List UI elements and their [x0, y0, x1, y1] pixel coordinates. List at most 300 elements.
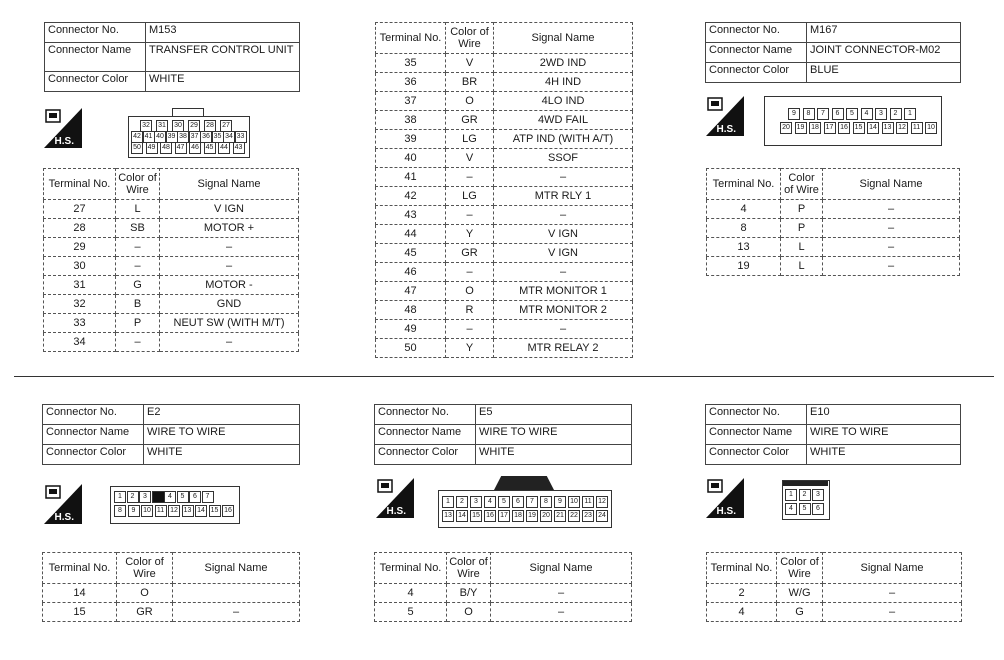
- connector-pin: 50: [131, 142, 143, 154]
- table-row: [376, 263, 633, 282]
- connector-e2-face: [110, 486, 240, 524]
- wire-color-cell: G: [116, 276, 160, 295]
- terminal-no-cell: 15: [43, 603, 117, 622]
- header-terminal: Terminal No.: [707, 169, 781, 200]
- svg-text:H.S.: H.S.: [716, 124, 736, 135]
- connector-pin: 13: [442, 510, 454, 522]
- connector-color-value: BLUE: [807, 63, 961, 83]
- connector-pin: 20: [780, 122, 792, 134]
- connector-color-label: Connector Color: [706, 63, 807, 83]
- table-row: [707, 603, 962, 622]
- connector-m153-face: [128, 108, 250, 156]
- table-row: [707, 584, 962, 603]
- header-terminal: Terminal No.: [375, 553, 447, 584]
- terminal-no-cell: 34: [44, 333, 116, 352]
- connector-pin: 12: [596, 496, 608, 508]
- signal-name-cell: –: [823, 603, 962, 622]
- wire-color-cell: –: [446, 263, 494, 282]
- header-terminal: Terminal No.: [707, 553, 777, 584]
- terminal-no-cell: 47: [376, 282, 446, 301]
- connector-pin: 5: [177, 491, 189, 503]
- table-row: [44, 276, 299, 295]
- connector-pin: 45: [204, 142, 216, 154]
- connector-no-value: E10: [807, 405, 961, 425]
- connector-pin: 6: [812, 503, 824, 515]
- signal-name-cell: MOTOR -: [160, 276, 299, 295]
- connector-no-value: M167: [807, 23, 961, 43]
- table-row: [376, 301, 633, 320]
- connector-pin: 3: [139, 491, 151, 503]
- connector-pin: 1: [785, 489, 797, 501]
- header-color: Color of Wire: [446, 23, 494, 54]
- connector-pin: 39: [166, 131, 178, 143]
- header-signal: Signal Name: [173, 553, 300, 584]
- header-color: Color of Wire: [117, 553, 173, 584]
- connector-pin: 37: [189, 131, 201, 143]
- m153-terminal-table-continued: [375, 22, 633, 358]
- table-row: [376, 320, 633, 339]
- connector-name-value: TRANSFER CONTROL UNIT: [146, 43, 300, 72]
- signal-name-cell: –: [173, 603, 300, 622]
- table-row: [376, 73, 633, 92]
- hs-badge-label: H.S.: [54, 136, 74, 147]
- connector-pin: 43: [233, 142, 245, 154]
- table-row: [707, 238, 960, 257]
- table-row: [707, 257, 960, 276]
- connector-pin: 13: [882, 122, 894, 134]
- signal-name-cell: MTR MONITOR 1: [494, 282, 633, 301]
- connector-name-value: WIRE TO WIRE: [144, 425, 300, 445]
- connector-color-label: Connector Color: [706, 445, 807, 465]
- connector-pin: 46: [189, 142, 201, 154]
- connector-pin: 17: [824, 122, 836, 134]
- signal-name-cell: 2WD IND: [494, 54, 633, 73]
- wire-color-cell: GR: [446, 111, 494, 130]
- signal-name-cell: –: [160, 257, 299, 276]
- connector-pin: 41: [143, 131, 155, 143]
- connector-no-label: Connector No.: [706, 405, 807, 425]
- connector-pin: 19: [526, 510, 538, 522]
- connector-pin: 4: [164, 491, 176, 503]
- signal-name-cell: –: [494, 168, 633, 187]
- connector-pin: 9: [128, 505, 140, 517]
- signal-name-cell: V IGN: [494, 225, 633, 244]
- connector-pin: 15: [209, 505, 221, 517]
- connector-pin: 9: [788, 108, 800, 120]
- connector-color-value: WHITE: [146, 72, 300, 92]
- terminal-no-cell: 35: [376, 54, 446, 73]
- terminal-no-cell: 50: [376, 339, 446, 358]
- terminal-no-cell: 39: [376, 130, 446, 149]
- connector-pin: 6: [189, 491, 201, 503]
- connector-pin: 10: [141, 505, 153, 517]
- table-row: [44, 314, 299, 333]
- terminal-no-cell: 5: [375, 603, 447, 622]
- connector-e5-face: [438, 476, 612, 528]
- table-row: [44, 257, 299, 276]
- wire-color-cell: O: [446, 282, 494, 301]
- connector-color-value: WHITE: [476, 445, 632, 465]
- table-row: [376, 187, 633, 206]
- connector-pin: 24: [596, 510, 608, 522]
- header-color: Color of Wire: [781, 169, 823, 200]
- connector-m167-face: [764, 96, 942, 146]
- terminal-no-cell: 45: [376, 244, 446, 263]
- connector-pin: 19: [795, 122, 807, 134]
- connector-pin: 12: [168, 505, 180, 517]
- connector-pin: 40: [154, 131, 166, 143]
- wire-color-cell: O: [117, 584, 173, 603]
- connector-pin: 7: [817, 108, 829, 120]
- connector-pin: 4: [785, 503, 797, 515]
- connector-no-value: E5: [476, 405, 632, 425]
- wire-color-cell: V: [446, 54, 494, 73]
- connector-pin: 1: [904, 108, 916, 120]
- terminal-no-cell: 32: [44, 295, 116, 314]
- connector-pin: 15: [853, 122, 865, 134]
- table-row: [376, 206, 633, 225]
- terminal-no-cell: 48: [376, 301, 446, 320]
- table-row: [376, 111, 633, 130]
- connector-m167-info: [705, 22, 961, 83]
- terminal-no-cell: 29: [44, 238, 116, 257]
- wire-color-cell: W/G: [777, 584, 823, 603]
- connector-pin: 49: [146, 142, 158, 154]
- signal-name-cell: MTR RELAY 2: [494, 339, 633, 358]
- connector-color-label: Connector Color: [375, 445, 476, 465]
- wire-color-cell: GR: [446, 244, 494, 263]
- connector-pin: 14: [867, 122, 879, 134]
- wire-color-cell: O: [447, 603, 491, 622]
- terminal-no-cell: 40: [376, 149, 446, 168]
- wire-color-cell: L: [116, 200, 160, 219]
- connector-name-label: Connector Name: [45, 43, 146, 72]
- connector-pin: 23: [582, 510, 594, 522]
- signal-name-cell: –: [823, 257, 960, 276]
- signal-name-cell: –: [491, 603, 632, 622]
- table-row: [376, 282, 633, 301]
- signal-name-cell: –: [823, 200, 960, 219]
- connector-pin: 12: [896, 122, 908, 134]
- wire-color-cell: LG: [446, 130, 494, 149]
- signal-name-cell: 4LO IND: [494, 92, 633, 111]
- terminal-no-cell: 4: [707, 603, 777, 622]
- terminal-no-cell: 37: [376, 92, 446, 111]
- table-row: [44, 200, 299, 219]
- hs-badge-icon: [44, 108, 82, 148]
- wire-color-cell: G: [777, 603, 823, 622]
- terminal-no-cell: 19: [707, 257, 781, 276]
- table-row: [376, 92, 633, 111]
- wire-color-cell: –: [446, 206, 494, 225]
- connector-no-value: E2: [144, 405, 300, 425]
- header-terminal: Terminal No.: [376, 23, 446, 54]
- connector-color-value: WHITE: [144, 445, 300, 465]
- connector-pin: 10: [568, 496, 580, 508]
- connector-pin: 36: [200, 131, 212, 143]
- header-signal: Signal Name: [160, 169, 299, 200]
- wire-color-cell: –: [116, 333, 160, 352]
- header-signal: Signal Name: [823, 169, 960, 200]
- connector-name-value: WIRE TO WIRE: [807, 425, 961, 445]
- table-row: [44, 333, 299, 352]
- connector-pin: 20: [540, 510, 552, 522]
- connector-pin: 11: [155, 505, 167, 517]
- wire-color-cell: L: [781, 257, 823, 276]
- wire-color-cell: –: [116, 238, 160, 257]
- table-row: [44, 295, 299, 314]
- connector-no-label: Connector No.: [45, 23, 146, 43]
- connector-pin: 35: [212, 131, 224, 143]
- terminal-no-cell: 14: [43, 584, 117, 603]
- table-row: [376, 244, 633, 263]
- connector-pin: 17: [498, 510, 510, 522]
- connector-pin: 16: [838, 122, 850, 134]
- table-row: [44, 238, 299, 257]
- signal-name-cell: NEUT SW (WITH M/T): [160, 314, 299, 333]
- wire-color-cell: Y: [446, 225, 494, 244]
- connector-pin: 6: [512, 496, 524, 508]
- wire-color-cell: R: [446, 301, 494, 320]
- e2-terminal-table: [42, 552, 300, 622]
- terminal-no-cell: 36: [376, 73, 446, 92]
- connector-pin: 5: [846, 108, 858, 120]
- m153-terminal-table: [43, 168, 299, 352]
- terminal-no-cell: 43: [376, 206, 446, 225]
- connector-pin: 15: [470, 510, 482, 522]
- connector-pin: 8: [540, 496, 552, 508]
- connector-no-value: M153: [146, 23, 300, 43]
- signal-name-cell: SSOF: [494, 149, 633, 168]
- connector-pin: 27: [220, 120, 232, 132]
- connector-pin: 2: [456, 496, 468, 508]
- connector-name-value: WIRE TO WIRE: [476, 425, 632, 445]
- header-terminal: Terminal No.: [44, 169, 116, 200]
- signal-name-cell: –: [823, 238, 960, 257]
- connector-color-value: WHITE: [807, 445, 961, 465]
- connector-pin: 3: [875, 108, 887, 120]
- connector-pin: 3: [470, 496, 482, 508]
- connector-pin: 6: [832, 108, 844, 120]
- wire-color-cell: GR: [117, 603, 173, 622]
- connector-no-label: Connector No.: [706, 23, 807, 43]
- terminal-no-cell: 4: [375, 584, 447, 603]
- connector-e2-info: [42, 404, 300, 465]
- terminal-no-cell: 41: [376, 168, 446, 187]
- connector-pin: 34: [223, 131, 235, 143]
- terminal-no-cell: 31: [44, 276, 116, 295]
- terminal-no-cell: 28: [44, 219, 116, 238]
- signal-name-cell: –: [494, 320, 633, 339]
- connector-name-label: Connector Name: [706, 425, 807, 445]
- e10-terminal-table: [706, 552, 962, 622]
- connector-m153-info: [44, 22, 300, 92]
- connector-pin: 16: [222, 505, 234, 517]
- connector-pin: 7: [526, 496, 538, 508]
- wire-color-cell: V: [446, 149, 494, 168]
- connector-pin: 16: [484, 510, 496, 522]
- table-row: [376, 339, 633, 358]
- wire-color-cell: B/Y: [447, 584, 491, 603]
- connector-pin: 31: [156, 120, 168, 132]
- wire-color-cell: LG: [446, 187, 494, 206]
- connector-pin: 32: [140, 120, 152, 132]
- table-row: [707, 200, 960, 219]
- wire-color-cell: P: [781, 219, 823, 238]
- hs-badge-icon: [44, 484, 82, 524]
- hs-badge-icon: [706, 478, 744, 518]
- connector-pin: 13: [182, 505, 194, 517]
- hs-badge-icon: [706, 96, 744, 136]
- signal-name-cell: V IGN: [494, 244, 633, 263]
- wire-color-cell: BR: [446, 73, 494, 92]
- header-signal: Signal Name: [823, 553, 962, 584]
- section-divider: [14, 376, 994, 377]
- connector-name-label: Connector Name: [706, 43, 807, 63]
- connector-pin: 47: [175, 142, 187, 154]
- connector-pin: 14: [195, 505, 207, 517]
- connector-pin: 18: [512, 510, 524, 522]
- connector-pin: 8: [114, 505, 126, 517]
- connector-e10-face: [782, 480, 830, 520]
- connector-pin: 4: [484, 496, 496, 508]
- signal-name-cell: [173, 584, 300, 603]
- connector-e10-info: [705, 404, 961, 465]
- connector-pin: 2: [127, 491, 139, 503]
- connector-pin: 22: [568, 510, 580, 522]
- connector-pin: 7: [202, 491, 214, 503]
- connector-pin: 18: [809, 122, 821, 134]
- signal-name-cell: MTR RLY 1: [494, 187, 633, 206]
- svg-text:H.S.: H.S.: [54, 512, 74, 523]
- connector-pin: 1: [442, 496, 454, 508]
- connector-pin: 5: [799, 503, 811, 515]
- header-color: Color of Wire: [116, 169, 160, 200]
- wire-color-cell: –: [116, 257, 160, 276]
- signal-name-cell: –: [494, 263, 633, 282]
- signal-name-cell: –: [823, 219, 960, 238]
- table-row: [376, 149, 633, 168]
- terminal-no-cell: 4: [707, 200, 781, 219]
- connector-name-label: Connector Name: [375, 425, 476, 445]
- e5-terminal-table: [374, 552, 632, 622]
- connector-pin: 21: [554, 510, 566, 522]
- connector-pin: 8: [803, 108, 815, 120]
- terminal-no-cell: 33: [44, 314, 116, 333]
- connector-pin: 2: [799, 489, 811, 501]
- terminal-no-cell: 30: [44, 257, 116, 276]
- connector-pin: 38: [177, 131, 189, 143]
- svg-text:H.S.: H.S.: [716, 506, 736, 517]
- signal-name-cell: –: [491, 584, 632, 603]
- header-signal: Signal Name: [494, 23, 633, 54]
- connector-name-value: JOINT CONNECTOR-M02: [807, 43, 961, 63]
- connector-pin: 10: [925, 122, 937, 134]
- connector-pin: 11: [582, 496, 594, 508]
- connector-pin: 5: [498, 496, 510, 508]
- table-row: [376, 225, 633, 244]
- signal-name-cell: 4WD FAIL: [494, 111, 633, 130]
- connector-pin: 33: [235, 131, 247, 143]
- terminal-no-cell: 2: [707, 584, 777, 603]
- connector-pin: 14: [456, 510, 468, 522]
- header-signal: Signal Name: [491, 553, 632, 584]
- connector-name-label: Connector Name: [43, 425, 144, 445]
- connector-pin: 29: [188, 120, 200, 132]
- table-row: [376, 168, 633, 187]
- wire-color-cell: P: [116, 314, 160, 333]
- hs-badge-icon: [376, 478, 414, 518]
- table-row: [43, 584, 300, 603]
- signal-name-cell: V IGN: [160, 200, 299, 219]
- table-row: [375, 584, 632, 603]
- svg-text:H.S.: H.S.: [386, 506, 406, 517]
- signal-name-cell: MTR MONITOR 2: [494, 301, 633, 320]
- table-row: [375, 603, 632, 622]
- terminal-no-cell: 46: [376, 263, 446, 282]
- terminal-no-cell: 38: [376, 111, 446, 130]
- terminal-no-cell: 13: [707, 238, 781, 257]
- wire-color-cell: –: [446, 320, 494, 339]
- wire-color-cell: –: [446, 168, 494, 187]
- signal-name-cell: MOTOR +: [160, 219, 299, 238]
- signal-name-cell: –: [823, 584, 962, 603]
- connector-pin: 30: [172, 120, 184, 132]
- terminal-no-cell: 27: [44, 200, 116, 219]
- connector-pin: 42: [131, 131, 143, 143]
- table-row: [44, 219, 299, 238]
- terminal-no-cell: 49: [376, 320, 446, 339]
- connector-pin: 3: [812, 489, 824, 501]
- wire-color-cell: B: [116, 295, 160, 314]
- signal-name-cell: –: [494, 206, 633, 225]
- terminal-no-cell: 44: [376, 225, 446, 244]
- connector-color-label: Connector Color: [45, 72, 146, 92]
- table-row: [376, 130, 633, 149]
- table-row: [376, 54, 633, 73]
- wire-color-cell: O: [446, 92, 494, 111]
- signal-name-cell: –: [160, 238, 299, 257]
- terminal-no-cell: 42: [376, 187, 446, 206]
- header-terminal: Terminal No.: [43, 553, 117, 584]
- m167-terminal-table: [706, 168, 960, 276]
- connector-pin: 44: [218, 142, 230, 154]
- connector-color-label: Connector Color: [43, 445, 144, 465]
- connector-pin: 11: [911, 122, 923, 134]
- wire-color-cell: Y: [446, 339, 494, 358]
- terminal-no-cell: 8: [707, 219, 781, 238]
- signal-name-cell: –: [160, 333, 299, 352]
- connector-no-label: Connector No.: [43, 405, 144, 425]
- connector-pin: 2: [890, 108, 902, 120]
- signal-name-cell: GND: [160, 295, 299, 314]
- signal-name-cell: 4H IND: [494, 73, 633, 92]
- table-row: [707, 219, 960, 238]
- connector-pin: 4: [861, 108, 873, 120]
- connector-no-label: Connector No.: [375, 405, 476, 425]
- wire-color-cell: SB: [116, 219, 160, 238]
- header-color: Color of Wire: [777, 553, 823, 584]
- connector-pin: 9: [554, 496, 566, 508]
- connector-pin: 48: [160, 142, 172, 154]
- header-color: Color of Wire: [447, 553, 491, 584]
- connector-pin: 28: [204, 120, 216, 132]
- signal-name-cell: ATP IND (WITH A/T): [494, 130, 633, 149]
- wire-color-cell: L: [781, 238, 823, 257]
- wire-color-cell: P: [781, 200, 823, 219]
- table-row: [43, 603, 300, 622]
- connector-e5-info: [374, 404, 632, 465]
